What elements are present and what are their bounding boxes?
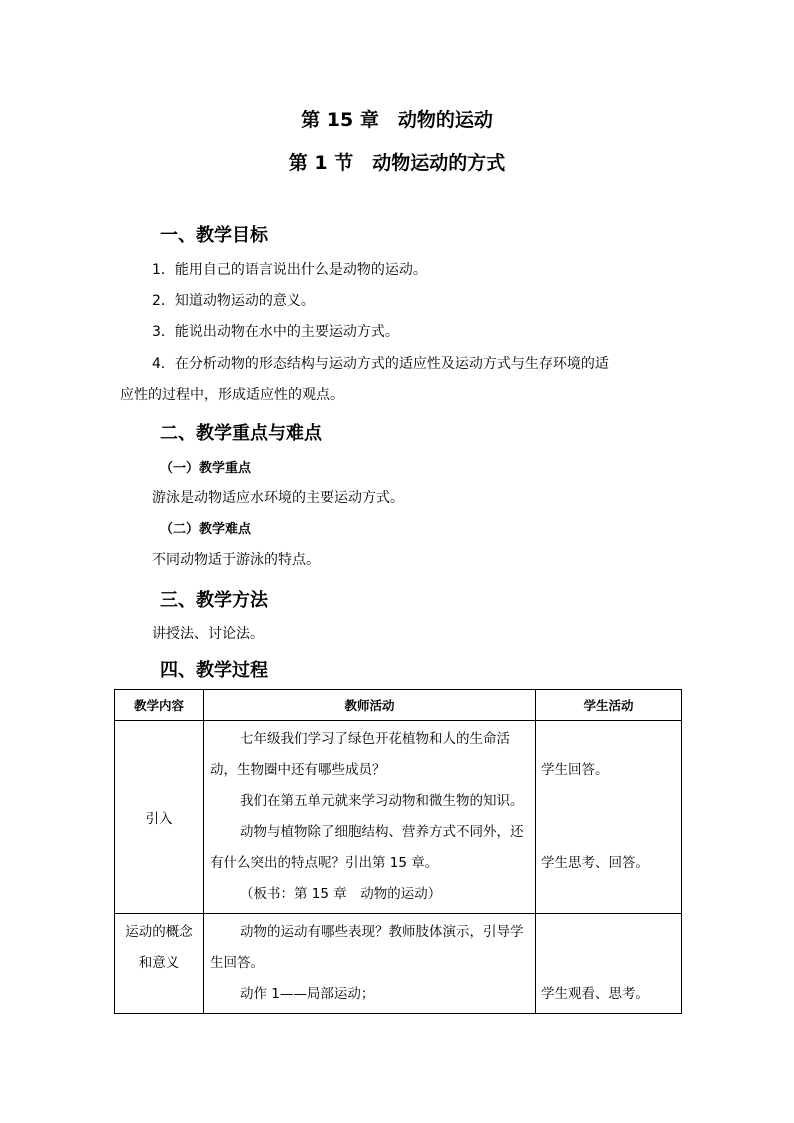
row1-teacher-line: 我们在第五单元就来学习动物和微生物的知识。 — [240, 793, 524, 809]
goals-heading: 一、教学目标 — [160, 225, 268, 246]
focus-label: （一）教学重点 — [160, 461, 252, 476]
row2-teacher-line: 生回答。 — [210, 955, 264, 971]
goal-item-1: 1．能用自己的语言说出什么是动物的运动。 — [152, 262, 427, 278]
goal-item-4-cont: 应性的过程中，形成适应性的观点。 — [120, 387, 344, 403]
chapter-title: 第 15 章 动物的运动 — [301, 109, 493, 131]
process-heading: 四、教学过程 — [160, 660, 268, 681]
row2-teacher-line: 动物的运动有哪些表现？教师肢体演示，引导学 — [240, 924, 524, 940]
row2-teacher — [204, 914, 536, 1014]
row1-teacher-line: 动，生物圈中还有哪些成员？ — [210, 762, 386, 778]
row1-student-line: 学生思考、回答。 — [541, 855, 649, 871]
row1-teacher-line: （板书：第 15 章 动物的运动） — [240, 886, 442, 902]
table-header-row — [115, 690, 682, 721]
goal-item-3: 3．能说出动物在水中的主要运动方式。 — [152, 324, 399, 340]
table-row — [115, 721, 682, 914]
difficulty-label: （二）教学难点 — [160, 522, 252, 537]
table-row — [115, 914, 682, 1014]
section-title: 第 1 节 动物运动的方式 — [288, 152, 506, 174]
row1-content: 引入 — [115, 721, 204, 914]
process-table — [114, 689, 682, 1014]
row1-teacher — [204, 721, 536, 914]
header-student: 学生活动 — [536, 690, 682, 721]
focus-text: 游泳是动物适应水环境的主要运动方式。 — [152, 490, 404, 506]
methods-heading: 三、教学方法 — [160, 590, 268, 611]
row1-student — [536, 721, 682, 914]
row2-content — [115, 914, 204, 1014]
goal-item-4: 4．在分析动物的形态结构与运动方式的适应性及运动方式与生存环境的适 — [152, 356, 609, 372]
row2-student — [536, 914, 682, 1014]
goal-item-2: 2．知道动物运动的意义。 — [152, 293, 315, 309]
row1-teacher-line: 动物与植物除了细胞结构、营养方式不同外，还 — [240, 824, 524, 840]
header-content: 教学内容 — [115, 690, 204, 721]
row2-content-line: 运动的概念 — [125, 924, 193, 940]
difficulty-text: 不同动物适于游泳的特点。 — [152, 552, 320, 568]
row1-teacher-line: 七年级我们学习了绿色开花植物和人的生命活 — [240, 731, 510, 747]
row1-student-line: 学生回答。 — [541, 762, 609, 778]
row2-teacher-line: 动作 1——局部运动； — [240, 986, 375, 1002]
header-teacher: 教师活动 — [204, 690, 536, 721]
key-points-heading: 二、教学重点与难点 — [160, 423, 322, 444]
row1-teacher-line: 有什么突出的特点呢？引出第 15 章。 — [210, 855, 439, 871]
row2-student-line: 学生观看、思考。 — [541, 986, 649, 1002]
row2-content-line: 和意义 — [138, 955, 180, 971]
methods-text: 讲授法、讨论法。 — [152, 626, 264, 642]
